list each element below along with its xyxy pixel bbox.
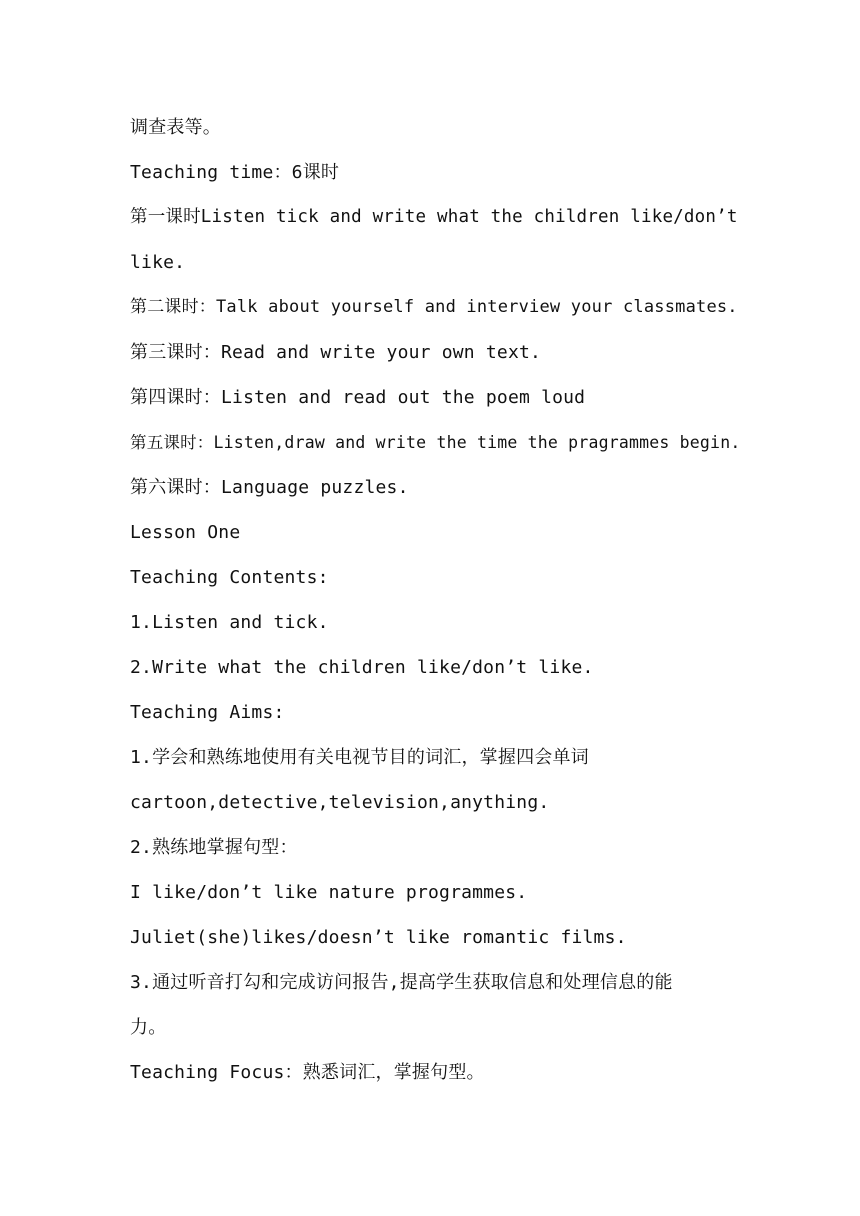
text-line: 调查表等。 [130, 117, 221, 138]
list-item: 2.Write what the children like/don’t like. [130, 657, 594, 678]
text-line: I like/don’t like nature programmes. [130, 882, 528, 903]
list-item: 1.学会和熟练地使用有关电视节目的词汇，掌握四会单词 [130, 747, 589, 768]
text-line: Juliet(she)likes/doesn’t like romantic films. [130, 927, 627, 948]
text-line: Teaching Aims: [130, 702, 285, 723]
section-heading: Lesson One [130, 522, 241, 543]
text-line: 第五课时：Listen,draw and write the time the pragrammes begin. [130, 433, 740, 452]
text-line: 第四课时：Listen and read out the poem loud [130, 387, 586, 408]
document-body [130, 105, 740, 1095]
text-line: 力。 [130, 1017, 167, 1038]
list-item: 2.熟练地掌握句型： [130, 837, 298, 858]
text-line: 第三课时：Read and write your own text. [130, 342, 542, 363]
text-line: 第一课时Listen tick and write what the children like/don’t [130, 207, 738, 227]
text-line: 第六课时：Language puzzles. [130, 477, 409, 498]
text-line: Teaching time：6课时 [130, 162, 340, 183]
text-line: Teaching Contents: [130, 567, 329, 588]
list-item: 3.通过听音打勾和完成访问报告,提高学生获取信息和处理信息的能 [130, 972, 673, 993]
text-line: like. [130, 252, 186, 273]
text-line: 第二课时：Talk about yourself and interview your classmates. [130, 297, 738, 317]
text-line: Teaching Focus：熟悉词汇，掌握句型。 [130, 1062, 485, 1083]
text-line: cartoon,detective,television,anything. [130, 792, 550, 813]
list-item: 1.Listen and tick. [130, 612, 329, 633]
